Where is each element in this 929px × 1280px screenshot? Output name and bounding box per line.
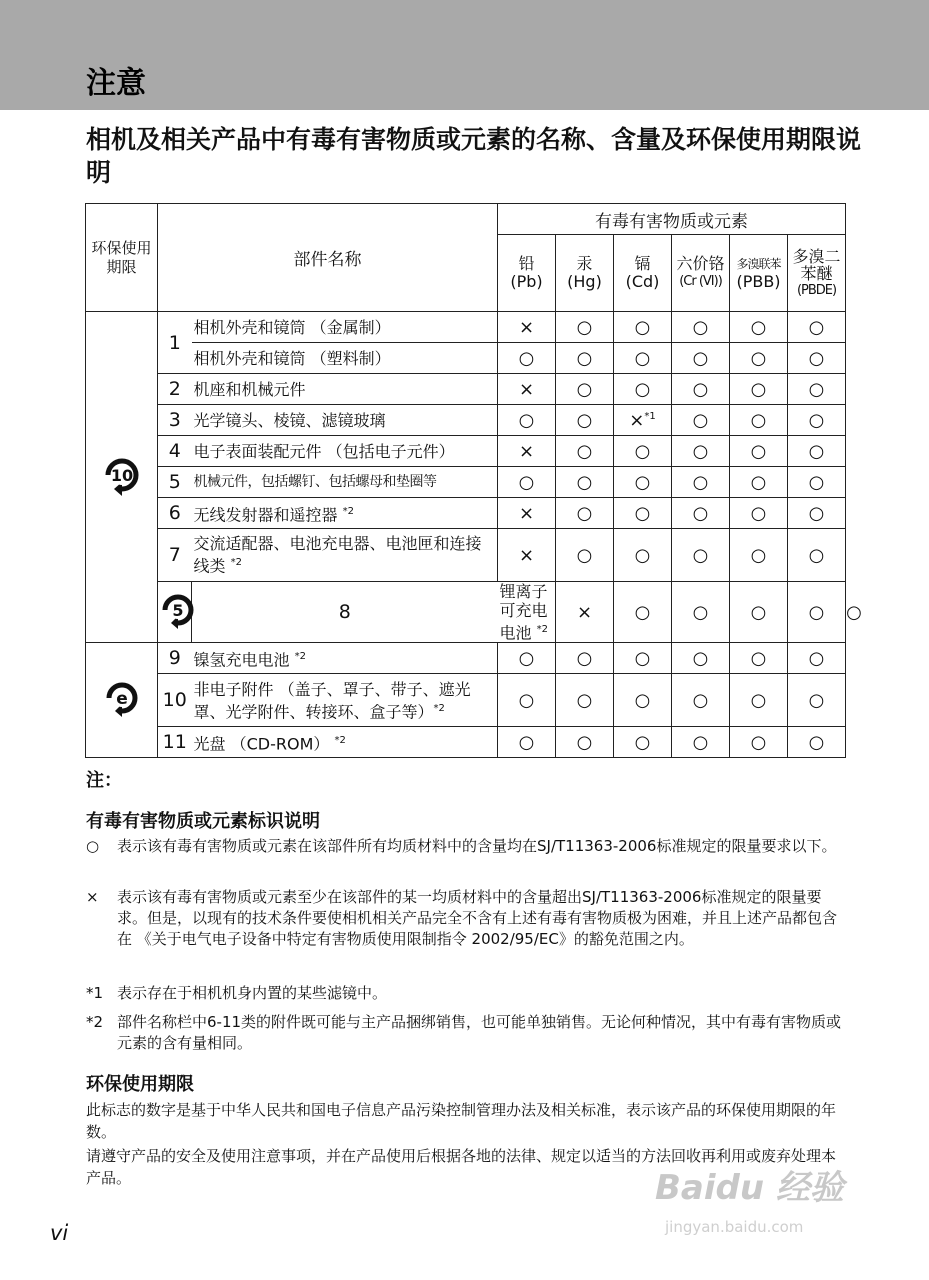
substance-header: 汞 (Hg): [556, 235, 614, 312]
row-number: 2: [158, 374, 192, 405]
row-number: 3: [158, 405, 192, 436]
table-row: [86, 643, 846, 674]
mark-cell: ○: [614, 529, 672, 582]
mark-cell: ○: [730, 436, 788, 467]
mark-cell: ○: [672, 312, 730, 343]
period-section-title: 环保使用期限: [86, 1074, 194, 1095]
mark-cell: ○: [498, 643, 556, 674]
mark-cell: ○: [556, 529, 614, 582]
note-item: [86, 887, 848, 950]
mark-cell: ○: [614, 374, 672, 405]
note-item: [86, 1012, 848, 1054]
substance-header: 铅 (Pb): [498, 235, 556, 312]
part-name: 交流适配器、电池充电器、电池匣和连接线类 $^{*2}$: [192, 529, 498, 582]
mark-cell: ○: [672, 582, 730, 643]
mark-cell: ×: [498, 436, 556, 467]
part-name: 锂离子可充电电池 $^{*2}$: [498, 582, 556, 643]
footnote-ref: *2: [342, 505, 354, 517]
substance-header: 多溴二苯醚 (PBDE): [788, 235, 846, 312]
document-title: 相机及相关产品中有毒有害物质或元素的名称、含量及环保使用期限说明: [86, 125, 862, 187]
footnote-ref: *2: [433, 702, 445, 714]
table-row: [86, 405, 846, 436]
mark-cell: ○: [672, 498, 730, 529]
row-number: 10: [158, 674, 192, 727]
footnote-2-symbol: *2: [86, 1013, 104, 1031]
mark-cell: ○: [556, 727, 614, 758]
circle-symbol: ○: [86, 837, 100, 855]
mark-cell: ○: [730, 467, 788, 498]
footnote-ref: *2: [536, 624, 548, 635]
cross-symbol: ×: [86, 888, 99, 906]
col-period-header: 环保使用期限: [86, 204, 158, 312]
col-group-header: 有毒有害物质或元素: [498, 204, 846, 235]
table-row: [86, 467, 846, 498]
svg-text:e: e: [115, 689, 128, 710]
mark-cell: ○: [730, 643, 788, 674]
mark-cell: ○: [788, 498, 846, 529]
table-row: [86, 436, 846, 467]
mark-cell: ○: [614, 674, 672, 727]
page-number: vi: [50, 1221, 69, 1245]
part-name: 镍氢充电电池 $^{*2}$: [192, 643, 498, 674]
table-row: 5 8 锂离子可充电电池 $^{*2}$ × ○ ○ ○ ○ ○: [86, 582, 846, 643]
mark-cell: ○: [672, 374, 730, 405]
footnote-ref: *2: [294, 651, 306, 663]
mark-cell: ○: [788, 374, 846, 405]
mark-cell: ○: [730, 312, 788, 343]
mark-cell: ×: [498, 529, 556, 582]
row-number: 7: [158, 529, 192, 582]
mark-cell: ○: [556, 467, 614, 498]
page-title: 注意: [86, 66, 146, 101]
table-row: [86, 674, 846, 727]
mark-cell: ○: [672, 674, 730, 727]
note-text: 表示该有毒有害物质或元素在该部件所有均质材料中的含量均在SJ/T11363-2006标准规定的限量要求以下。: [117, 837, 837, 855]
mark-cell: ○: [498, 405, 556, 436]
mark-cell: ○: [672, 643, 730, 674]
mark-cell: ○: [788, 436, 846, 467]
row-number: 1: [158, 312, 192, 374]
mark-cell: ○: [730, 498, 788, 529]
mark-cell: ○: [788, 643, 846, 674]
mark-cell: ○: [498, 727, 556, 758]
mark-cell: ○: [614, 643, 672, 674]
substance-header: 多溴联苯 (PBB): [730, 235, 788, 312]
note-text: 部件名称栏中6-11类的附件既可能与主产品捆绑销售，也可能单独销售。无论何种情况，其中有毒有害物质或元素的含有量相同。: [117, 1013, 842, 1052]
note-text: 表示该有毒有害物质或元素至少在该部件的某一均质材料中的含量超出SJ/T11363-2006标准规定的限量要求。但是，以现有的技术条件要使相机相关产品完全不含有上述有毒有害物质极为困难，并且上述产品都包含在 《关于电气电子设备中特定有害物质使用限制指令 2002/95/EC》的豁免范围之内。: [117, 888, 838, 948]
period-paragraph-2: 请遵守产品的安全及使用注意事项，并在产品使用后根据各地的法律、规定以适当的方法回收再利用或废弃处理本产品。: [86, 1147, 837, 1187]
substance-header: 镉 (Cd): [614, 235, 672, 312]
mark-cell: ○: [556, 498, 614, 529]
mark-cell: ×: [556, 582, 614, 643]
eco-period-10-icon: [86, 312, 158, 643]
svg-text:5: 5: [172, 601, 184, 621]
mark-cell: ○: [556, 643, 614, 674]
mark-cell: ○: [788, 674, 846, 727]
mark-cell: ○: [614, 727, 672, 758]
mark-cell: ○: [672, 529, 730, 582]
mark-cell: ○: [730, 374, 788, 405]
mark-cell: ○: [788, 312, 846, 343]
mark-cell: ×: [498, 312, 556, 343]
mark-cell: ○: [556, 312, 614, 343]
mark-cell: ○: [730, 405, 788, 436]
table-row: [86, 343, 846, 374]
mark-cell: ○: [672, 467, 730, 498]
mark-cell: ○: [788, 405, 846, 436]
marking-section-title: 有毒有害物质或元素标识说明: [86, 811, 320, 832]
mark-cell: ○: [614, 343, 672, 374]
row-number: 4: [158, 436, 192, 467]
footnote-ref: *2: [334, 735, 346, 747]
row-number: 6: [158, 498, 192, 529]
mark-cell: ○: [672, 405, 730, 436]
table-row: [86, 727, 846, 758]
row-number: 9: [158, 643, 192, 674]
note-text: 表示存在于相机机身内置的某些滤镜中。: [117, 984, 388, 1002]
watermark-url: jingyan.baidu.com: [665, 1218, 804, 1236]
footnote-1-symbol: *1: [86, 984, 104, 1002]
footnote-ref: *1: [644, 410, 656, 422]
mark-cell: ○: [672, 436, 730, 467]
row-number: 5: [158, 467, 192, 498]
mark-cell: ○: [614, 312, 672, 343]
mark-cell: ○: [614, 498, 672, 529]
mark-cell: ○: [614, 467, 672, 498]
table-row: [86, 374, 846, 405]
mark-cell: ○: [730, 674, 788, 727]
mark-cell: ○: [556, 343, 614, 374]
watermark-logo: Baidu 经验: [655, 1168, 844, 1208]
mark-cell: ○: [730, 582, 788, 643]
mark-cell: ×: [498, 374, 556, 405]
part-name: 相机外壳和镜筒 （塑料制）: [192, 343, 498, 374]
row-number: 11: [158, 727, 192, 758]
mark-cell: ○: [788, 727, 846, 758]
note-item: [86, 983, 848, 1004]
mark-cell: ○: [672, 343, 730, 374]
eco-period-5-icon: [158, 582, 192, 643]
row-number: 8: [192, 582, 498, 643]
mark-cell: ○: [788, 343, 846, 374]
col-part-header: 部件名称: [158, 204, 498, 312]
mark-cell: ○: [556, 405, 614, 436]
mark-cell: ○: [556, 674, 614, 727]
mark-cell: ○: [498, 343, 556, 374]
note-item: [86, 836, 848, 857]
mark-cell: ○: [730, 727, 788, 758]
mark-cell: ○: [498, 674, 556, 727]
mark-cell: ×: [498, 498, 556, 529]
mark-cell: ○: [614, 582, 672, 643]
part-name: 机械元件，包括螺钉、包括螺母和垫圈等: [192, 467, 498, 498]
mark-cell: ○: [788, 529, 846, 582]
mark-cell: ○: [556, 436, 614, 467]
mark-cell: ○: [498, 467, 556, 498]
svg-text:10: 10: [110, 466, 133, 486]
period-paragraph-1: 此标志的数字是基于中华人民共和国电子信息产品污染控制管理办法及相关标准，表示该产品的环保使用期限的年数。: [86, 1101, 837, 1141]
part-name: 机座和机械元件: [192, 374, 498, 405]
mark-cell: ○: [788, 467, 846, 498]
table-row: [86, 498, 846, 529]
part-name: 电子表面装配元件 （包括电子元件）: [192, 436, 498, 467]
part-name: 非电子附件 （盖子、罩子、带子、遮光罩、光学附件、转接环、盒子等）$^{*2}$: [192, 674, 498, 727]
part-name: 相机外壳和镜筒 （金属制）: [192, 312, 498, 343]
mark-cell: ○: [556, 374, 614, 405]
part-name: 无线发射器和遥控器 $^{*2}$: [192, 498, 498, 529]
footnote-ref: *2: [230, 557, 242, 569]
mark-cell: ○: [730, 529, 788, 582]
hazard-table: [85, 203, 862, 758]
substance-header: 六价铬 (Cr (VI)): [672, 235, 730, 312]
notes-label: 注：: [86, 770, 122, 791]
mark-cell: ×$^{*1}$: [614, 405, 672, 436]
part-name: 光盘 （CD-ROM） $^{*2}$: [192, 727, 498, 758]
table-row: [86, 312, 846, 343]
eco-period-e-icon: [86, 643, 158, 758]
table-row: [86, 529, 846, 582]
mark-cell: ○: [788, 582, 846, 643]
part-name: 光学镜头、棱镜、滤镜玻璃: [192, 405, 498, 436]
mark-cell: ○: [672, 727, 730, 758]
mark-cell: ○: [730, 343, 788, 374]
mark-cell: ○: [614, 436, 672, 467]
